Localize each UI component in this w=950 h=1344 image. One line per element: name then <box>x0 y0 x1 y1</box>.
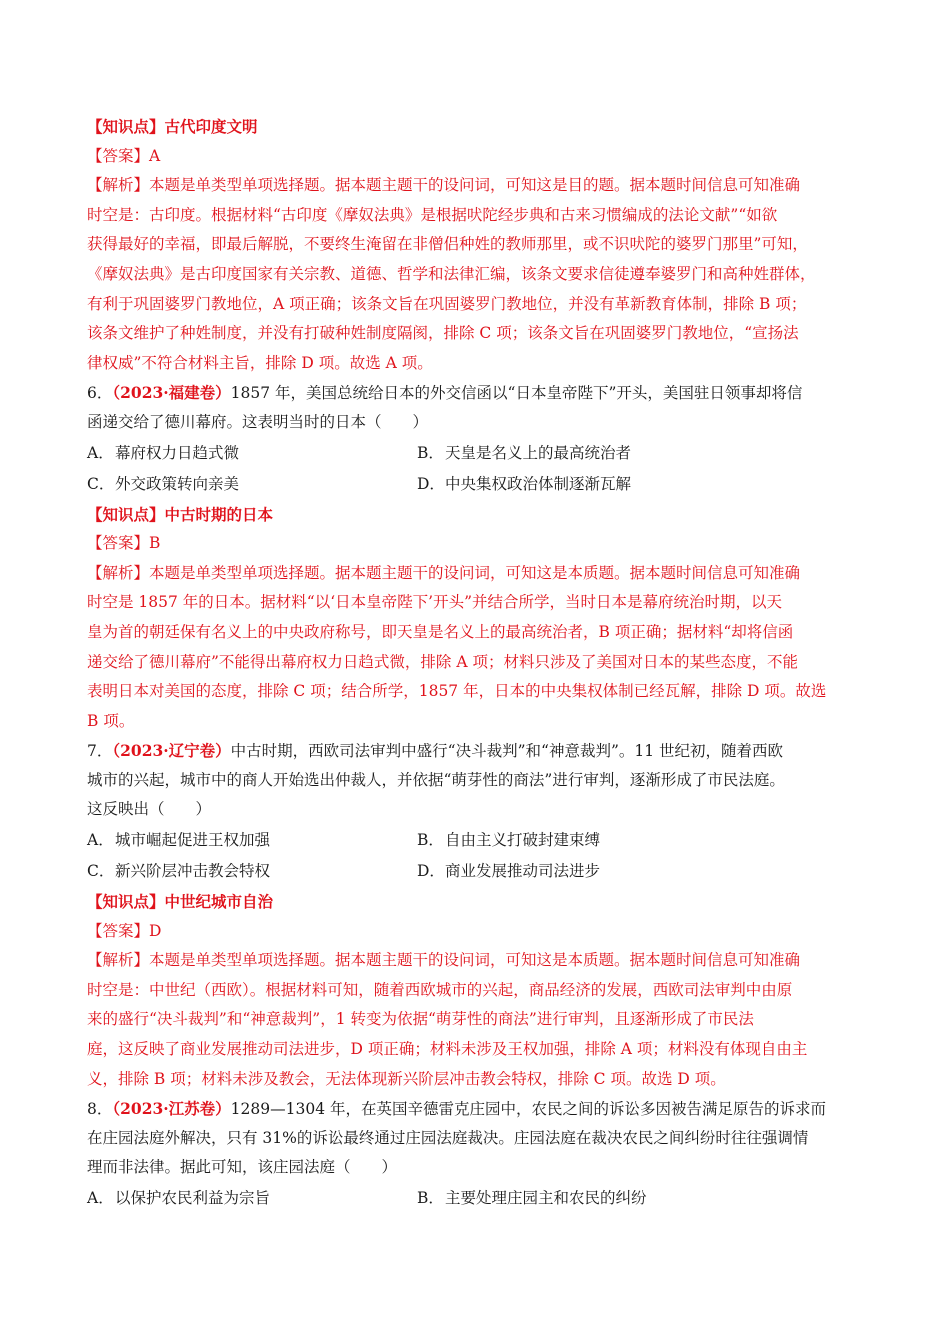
question-source: （2023·辽宁卷） <box>112 741 231 761</box>
options-row <box>87 825 867 856</box>
analysis-line: 【解析】本题是单类型单项选择题。据本题主题干的设问词，可知这是目的题。据本题时间信息可知准确 <box>87 176 801 195</box>
answer: 【答案】A <box>87 146 161 165</box>
analysis-line: 《摩奴法典》是古印度国家有关宗教、道德、哲学和法律汇编，该条文要求信徒遵奉婆罗门和高种姓群体， <box>87 264 816 283</box>
question-8-stem <box>87 1094 867 1124</box>
options-row <box>87 1183 867 1214</box>
question-number: 8． <box>87 1100 113 1119</box>
knowledge-point: 【知识点】中古时期的日本 <box>87 504 274 524</box>
analysis <box>87 171 867 378</box>
options-row <box>87 438 867 469</box>
analysis <box>87 559 867 737</box>
option-a: A．幕府权力日趋式微 <box>87 443 240 462</box>
option-b: B．主要处理庄园主和农民的纠纷 <box>417 1189 647 1207</box>
question-6-stem <box>87 378 867 408</box>
option-b: B．天皇是名义上的最高统治者 <box>417 443 632 462</box>
question-source: （2023·江苏卷） <box>112 1099 231 1119</box>
stem-line: 这反映出（ ） <box>87 800 212 819</box>
analysis-line: 皇为首的朝廷保有名义上的中央政府称号，即天皇是名义上的最高统治者，B 项正确；据材料“却将信函 <box>87 622 794 641</box>
analysis-line: 表明日本对美国的态度，排除 C 项；结合所学，1857 年，日本的中央集权体制已经瓦解，排除 D 项。故选 <box>87 682 827 701</box>
analysis-line: 庭，这反映了商业发展推动司法进步，D 项正确；材料未涉及王权加强，排除 A 项；材料没有体现自由主 <box>87 1040 808 1059</box>
option-c: C．新兴阶层冲击教会特权 <box>87 862 271 881</box>
analysis-line: 【解析】本题是单类型单项选择题。据本题主题干的设问词，可知这是本质题。据本题时间信息可知准确 <box>87 563 801 582</box>
answer: 【答案】B <box>87 534 161 553</box>
question-source: （2023·福建卷） <box>112 383 231 403</box>
option-a: A．城市崛起促进王权加强 <box>87 831 271 850</box>
stem-line: 理而非法律。据此可知，该庄园法庭（ ） <box>87 1158 398 1177</box>
analysis-line: B 项。 <box>87 711 135 730</box>
knowledge-point: 【知识点】中世纪城市自治 <box>87 892 274 912</box>
stem-line: 在庄园法庭外解决，只有 31%的诉讼最终通过庄园法庭裁决。庄园法庭在裁决农民之间纠纷时往往强调情 <box>87 1128 809 1147</box>
analysis-line: 时空是：古印度。根据材料“古印度《摩奴法典》是根据吠陀经步典和古来习惯编成的法论文献”“如欲 <box>87 205 778 224</box>
question-7-stem <box>87 736 867 766</box>
analysis-line: 该条文维护了种姓制度，并没有打破种姓制度隔阂，排除 C 项；该条文旨在巩固婆罗门教地位，“宣扬法 <box>87 324 799 343</box>
option-b: B．自由主义打破封建束缚 <box>417 831 601 850</box>
stem-text: 1857 年，美国总统给日本的外交信函以“日本皇帝陛下”开头，美国驻日领事却将信 <box>230 384 803 403</box>
option-c: C．外交政策转向亲美 <box>87 474 240 493</box>
option-a: A．以保护农民利益为宗旨 <box>87 1189 271 1207</box>
analysis-line: 律权威”不符合材料主旨，排除 D 项。故选 A 项。 <box>87 353 433 372</box>
analysis-line: 获得最好的幸福，即最后解脱，不要终生淹留在非僧侣种姓的教师那里，或不识吠陀的婆罗门那里”可知， <box>87 235 808 254</box>
analysis-line: 【解析】本题是单类型单项选择题。据本题主题干的设问词，可知这是本质题。据本题时间信息可知准确 <box>87 951 801 970</box>
question-number: 6． <box>87 384 113 403</box>
stem-text: 中古时期，西欧司法审判中盛行“决斗裁判”和“神意裁判”。11 世纪初，随着西欧 <box>230 742 784 761</box>
stem-line: 城市的兴起，城市中的商人开始选出仲裁人，并依据“萌芽性的商法”进行审判，逐渐形成了市民法庭。 <box>87 770 785 789</box>
analysis-line: 义，排除 B 项；材料未涉及教会，无法体现新兴阶层冲击教会特权，排除 C 项。故选 D 项。 <box>87 1069 726 1088</box>
analysis-line: 来的盛行“决斗裁判”和“神意裁判”，1 转变为依据“萌芽性的商法”进行审判，且逐渐形成了市民法 <box>87 1010 754 1029</box>
analysis <box>87 946 867 1094</box>
analysis-line: 时空是：中世纪（西欧）。根据材料可知，随着西欧城市的兴起，商品经济的发展，西欧司法审判中由原 <box>87 980 793 999</box>
answer: 【答案】D <box>87 921 162 940</box>
options-row <box>87 856 867 887</box>
option-d: D．中央集权政治体制逐渐瓦解 <box>417 474 632 493</box>
analysis-line: 时空是 1857 年的日本。据材料“以‘日本皇帝陛下’开头”并结合所学，当时日本是幕府统治时期，以天 <box>87 593 783 612</box>
knowledge-point: 【知识点】古代印度文明 <box>87 117 258 136</box>
stem-text: 1289—1304 年，在英国辛德雷克庄园中，农民之间的诉讼多因被告满足原告的诉求而 <box>230 1100 826 1119</box>
document-page <box>87 112 867 1214</box>
analysis-line: 递交给了德川幕府”不能得出幕府权力日趋式微，排除 A 项；材料只涉及了美国对日本的某些态度，不能 <box>87 652 798 671</box>
analysis-line: 有利于巩固婆罗门教地位，A 项正确；该条文旨在巩固婆罗门教地位，并没有革新教育体制，排除 B 项； <box>87 294 807 313</box>
stem-line: 函递交给了德川幕府。这表明当时的日本（ ） <box>87 412 429 431</box>
question-number: 7． <box>87 742 113 761</box>
option-d: D．商业发展推动司法进步 <box>417 862 601 881</box>
options-row <box>87 469 867 500</box>
